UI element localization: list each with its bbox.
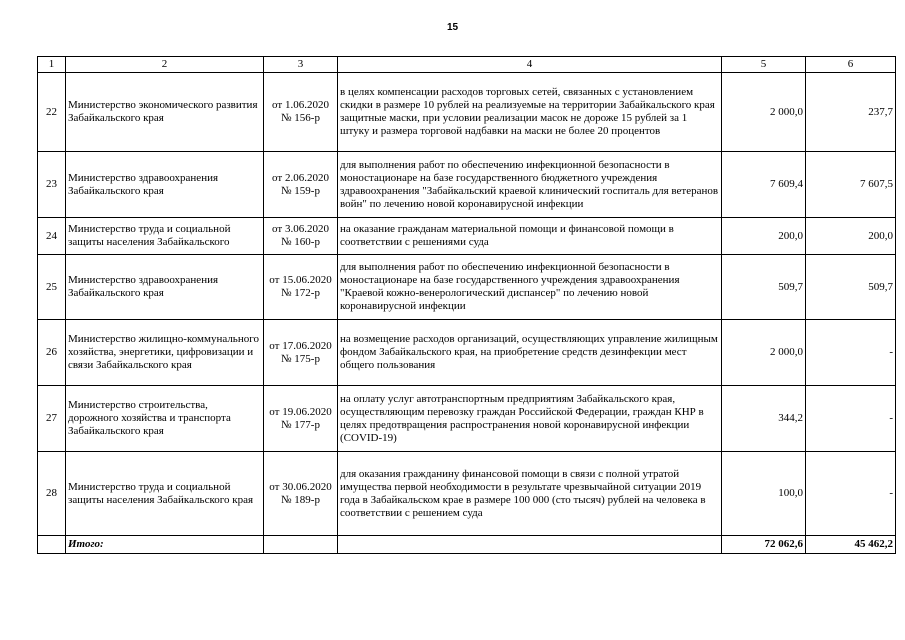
order-date: от 2.06.2020	[272, 171, 329, 184]
spent-amount: -	[806, 452, 896, 536]
spent-amount: -	[806, 320, 896, 386]
column-header: 6	[806, 57, 896, 73]
table-row	[38, 73, 896, 152]
table-header-row	[38, 57, 896, 73]
order-reference	[264, 386, 338, 452]
order-reference	[264, 218, 338, 255]
column-header: 4	[338, 57, 722, 73]
order-reference	[264, 452, 338, 536]
allocation-purpose: в целях компенсации расходов торговых сетей, связанных с установлением скидки в размере 10 рублей на реализуемые на территории Забайкальского края защитные маски, при условии реализации масок не дороже 15 рублей за 1 штуку и размера торговой надбавки на маски не более 20 процентов	[338, 73, 722, 152]
row-number: 28	[38, 452, 66, 536]
allocation-purpose: для оказания гражданину финансовой помощи в связи с полной утратой имущества первой необходимости в результате чрезвычайной ситуации 2019 года в Забайкальском крае в размере 100 000 (сто тысяч) рублей на человека в соответствии с решением суда	[338, 452, 722, 536]
allocated-amount: 2 000,0	[722, 73, 806, 152]
allocated-amount: 509,7	[722, 255, 806, 320]
allocated-amount: 7 609,4	[722, 152, 806, 218]
allocation-purpose: для выполнения работ по обеспечению инфекционной безопасности в моностационаре на базе государственного учреждения здравоохранения "Краевой кожно-венерологический диспансер" по лечению новой коронавирусной инфекции	[338, 255, 722, 320]
table-row	[38, 386, 896, 452]
order-reference	[264, 255, 338, 320]
column-header: 1	[38, 57, 66, 73]
spent-amount: 509,7	[806, 255, 896, 320]
total-label: Итого:	[66, 536, 264, 554]
order-date: от 15.06.2020	[269, 274, 332, 286]
order-date: от 1.06.2020	[272, 99, 329, 111]
page-number: 15	[446, 22, 459, 33]
row-number: 23	[38, 152, 66, 218]
order-number: № 177-р	[281, 418, 320, 431]
allocated-amount: 344,2	[722, 386, 806, 452]
order-number: № 156-р	[281, 112, 320, 124]
allocated-amount: 200,0	[722, 218, 806, 255]
order-reference	[264, 320, 338, 386]
ministry-name: Министерство труда и социальной защиты населения Забайкальского края	[66, 452, 264, 536]
total-spent-amount: 45 462,2	[806, 536, 896, 554]
order-date: от 3.06.2020	[272, 223, 329, 235]
allocation-purpose: на оплату услуг автотранспортным предприятиям Забайкальского края, осуществляющим перевозку граждан Российской Федерации, граждан КНР в целях предотвращения распространения новой коронавирусной инфекции (COVID-19)	[338, 386, 722, 452]
row-number: 22	[38, 73, 66, 152]
order-date: от 17.06.2020	[269, 339, 332, 352]
allocation-purpose: на оказание гражданам материальной помощи и финансовой помощи в соответствии с решениями суда	[338, 218, 722, 255]
table-row	[38, 152, 896, 218]
table-row	[38, 320, 896, 386]
spent-amount: 237,7	[806, 73, 896, 152]
ministry-name: Министерство строительства, дорожного хозяйства и транспорта Забайкальского края	[66, 386, 264, 452]
order-number: № 160-р	[281, 236, 320, 248]
ministry-name: Министерство здравоохранения Забайкальского края	[66, 255, 264, 320]
allocated-amount: 2 000,0	[722, 320, 806, 386]
ministry-name: Министерство труда и социальной защиты населения Забайкальского	[66, 218, 264, 255]
order-number: № 159-р	[281, 184, 320, 197]
ministry-name: Министерство экономического развития Забайкальского края	[66, 73, 264, 152]
order-reference	[264, 73, 338, 152]
column-header: 2	[66, 57, 264, 73]
order-reference	[264, 152, 338, 218]
total-empty-cell	[338, 536, 722, 554]
allocation-purpose: на возмещение расходов организаций, осуществляющих управление жилищным фондом Забайкальского края, на приобретение средств дезинфекции мест общего пользования	[338, 320, 722, 386]
allocated-amount: 100,0	[722, 452, 806, 536]
spent-amount: -	[806, 386, 896, 452]
ministry-name: Министерство здравоохранения Забайкальского края	[66, 152, 264, 218]
table-row	[38, 218, 896, 255]
allocation-table	[37, 56, 896, 554]
order-number: № 189-р	[281, 493, 320, 506]
table-row	[38, 452, 896, 536]
order-number: № 175-р	[281, 352, 320, 365]
order-number: № 172-р	[281, 287, 320, 299]
table-row	[38, 255, 896, 320]
total-row	[38, 536, 896, 554]
ministry-name: Министерство жилищно-коммунального хозяйства, энергетики, цифровизации и связи Забайкальского края	[66, 320, 264, 386]
row-number: 27	[38, 386, 66, 452]
order-date: от 19.06.2020	[269, 405, 332, 418]
row-number: 24	[38, 218, 66, 255]
row-number: 25	[38, 255, 66, 320]
row-number: 26	[38, 320, 66, 386]
spent-amount: 200,0	[806, 218, 896, 255]
column-header: 5	[722, 57, 806, 73]
allocation-purpose: для выполнения работ по обеспечению инфекционной безопасности в моностационаре на базе государственного бюджетного учреждения здравоохранения "Забайкальский краевой клинический госпиталь для ветеранов войн" по лечению новой коронавирусной инфекции	[338, 152, 722, 218]
total-empty-cell	[264, 536, 338, 554]
order-date: от 30.06.2020	[269, 480, 332, 493]
total-allocated-amount: 72 062,6	[722, 536, 806, 554]
total-empty-cell	[38, 536, 66, 554]
spent-amount: 7 607,5	[806, 152, 896, 218]
column-header: 3	[264, 57, 338, 73]
